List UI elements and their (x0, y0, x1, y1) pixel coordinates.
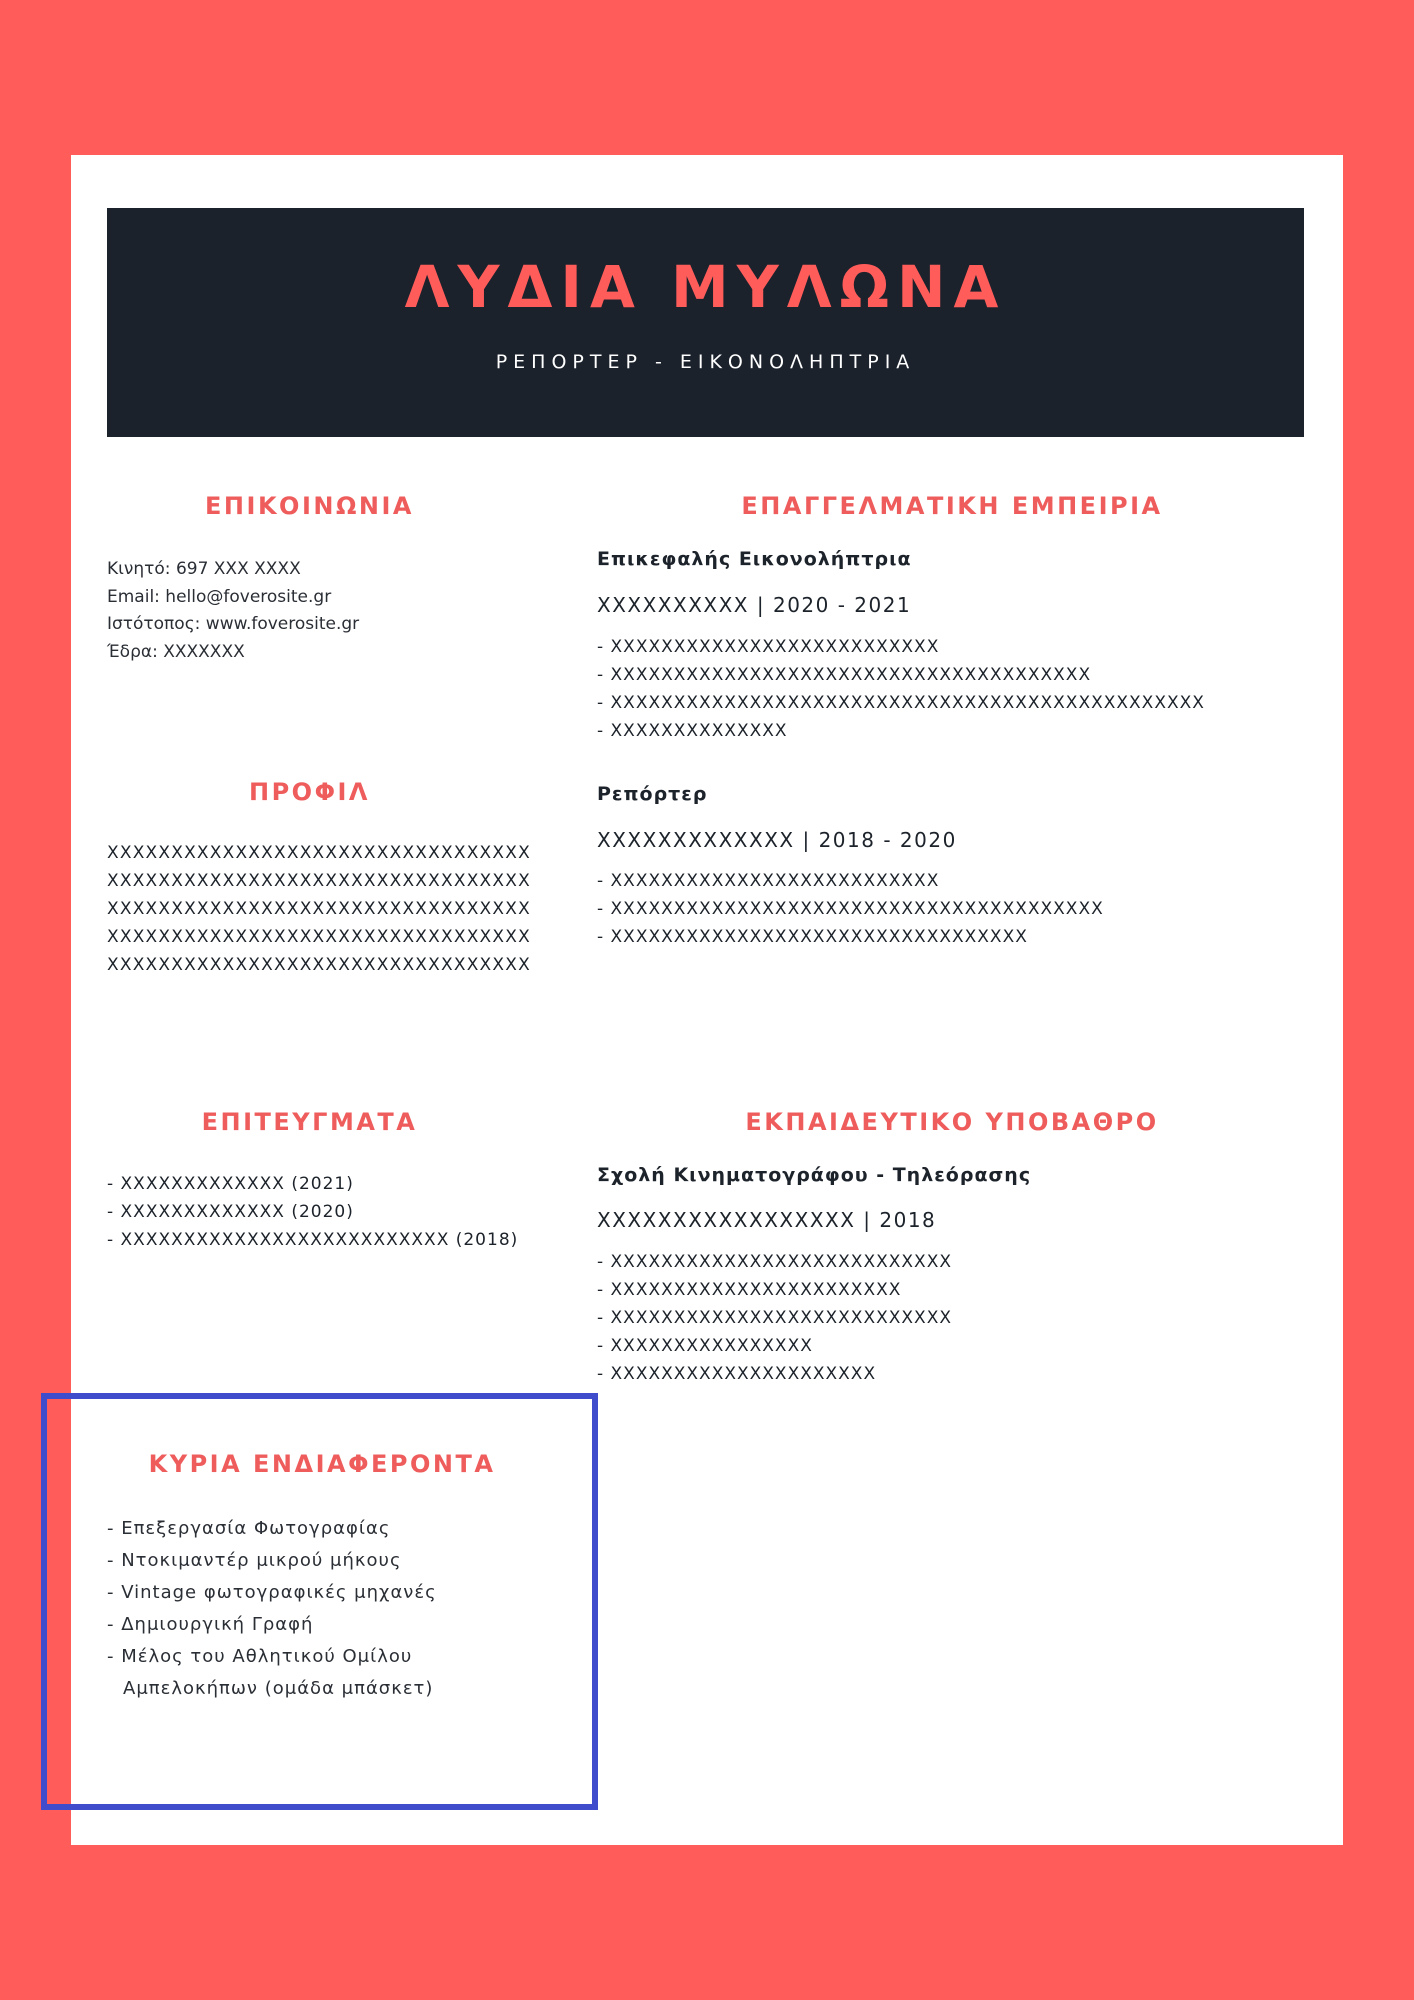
job-employer-dates: XXXXXXXXXX | 2020 - 2021 (597, 593, 912, 617)
job-bullet: - XXXXXXXXXXXXXX (597, 721, 788, 741)
achievements-title: ΕΠΙΤΕΥΓΜΑΤΑ (201, 1108, 418, 1136)
job-bullet: - XXXXXXXXXXXXXXXXXXXXXXXXXX (597, 871, 940, 891)
achievement-item: - XXXXXXXXXXXXXXXXXXXXXXXXXX (2018) (107, 1230, 519, 1250)
profile-line: XXXXXXXXXXXXXXXXXXXXXXXXXXXXXXXXX (107, 927, 531, 947)
job-bullet: - XXXXXXXXXXXXXXXXXXXXXXXXXXXXXXXXXXXXXX (597, 665, 1092, 685)
job-bullet: - XXXXXXXXXXXXXXXXXXXXXXXXXXXXXXXXXXXXXXX (597, 899, 1104, 919)
school-name: Σχολή Κινηματογράφου - Τηλεόρασης (597, 1164, 1032, 1186)
profile-line: XXXXXXXXXXXXXXXXXXXXXXXXXXXXXXXXX (107, 843, 531, 863)
profile-text (107, 839, 531, 979)
job-title: Επικεφαλής Εικονολήπτρια (597, 548, 912, 570)
candidate-name: ΛΥΔΙΑ ΜΥΛΩΝΑ (404, 253, 1007, 321)
resume-header (107, 208, 1304, 437)
job-title: Ρεπόρτερ (597, 783, 708, 805)
achievements-list (107, 1170, 518, 1254)
education-bullets (597, 1248, 952, 1388)
highlight-box (41, 1393, 598, 1810)
interest-item: - Vintage φωτογραφικές μηχανές (107, 1582, 437, 1603)
contact-phone: Κινητό: 697 XXX XXXX (107, 559, 301, 579)
contact-location: Έδρα: XXXXXXX (107, 642, 245, 662)
profile-line: XXXXXXXXXXXXXXXXXXXXXXXXXXXXXXXXX (107, 871, 531, 891)
profile-line: XXXXXXXXXXXXXXXXXXXXXXXXXXXXXXXXX (107, 955, 531, 975)
education-dates: XXXXXXXXXXXXXXXXX | 2018 (597, 1208, 937, 1232)
education-bullet: - XXXXXXXXXXXXXXXX (597, 1336, 813, 1356)
candidate-role: ΡΕΠΟΡΤΕΡ - ΕΙΚΟΝΟΛΗΠΤΡΙΑ (495, 351, 916, 373)
education-bullet: - XXXXXXXXXXXXXXXXXXXXXXXXXXX (597, 1252, 952, 1272)
interest-item: - Δημιουργική Γραφή (107, 1614, 314, 1635)
job-bullet: - XXXXXXXXXXXXXXXXXXXXXXXXXXXXXXXXXXXXXXXXXXXXXXX (597, 693, 1205, 713)
achievement-item: - XXXXXXXXXXXXX (2020) (107, 1202, 354, 1222)
education-bullet: - XXXXXXXXXXXXXXXXXXXXXXX (597, 1280, 902, 1300)
education-bullet: - XXXXXXXXXXXXXXXXXXXXX (597, 1364, 877, 1384)
achievement-item: - XXXXXXXXXXXXX (2021) (107, 1174, 354, 1194)
job-bullet: - XXXXXXXXXXXXXXXXXXXXXXXXXX (597, 637, 940, 657)
interest-item: - Μέλος του Αθλητικού Ομίλου Αμπελοκήπων (ομάδα μπάσκετ) (107, 1646, 434, 1699)
contact-website: Ιστότοπος: www.foverosite.gr (107, 614, 360, 634)
job-employer-dates: XXXXXXXXXXXXX | 2018 - 2020 (597, 828, 957, 852)
profile-title: ΠΡΟΦΙΛ (249, 778, 370, 806)
contact-title: ΕΠΙΚΟΙΝΩΝΙΑ (205, 492, 414, 520)
job-bullets (597, 867, 1104, 951)
education-bullet: - XXXXXXXXXXXXXXXXXXXXXXXXXXX (597, 1308, 952, 1328)
experience-title: ΕΠΑΓΓΕΛΜΑΤΙΚΗ ΕΜΠΕΙΡΙΑ (741, 492, 1163, 520)
interest-item: - Επεξεργασία Φωτογραφίας (107, 1518, 391, 1539)
interests-title: ΚΥΡΙΑ ΕΝΔΙΑΦΕΡΟΝΤΑ (148, 1450, 496, 1478)
profile-line: XXXXXXXXXXXXXXXXXXXXXXXXXXXXXXXXX (107, 899, 531, 919)
contact-email: Email: hello@foverosite.gr (107, 587, 332, 607)
interest-item: - Ντοκιμαντέρ μικρού μήκους (107, 1550, 402, 1571)
education-title: ΕΚΠΑΙΔΕΥΤΙΚΟ ΥΠΟΒΑΘΡΟ (745, 1108, 1159, 1136)
job-bullet: - XXXXXXXXXXXXXXXXXXXXXXXXXXXXXXXXX (597, 927, 1028, 947)
job-bullets (597, 633, 1205, 745)
